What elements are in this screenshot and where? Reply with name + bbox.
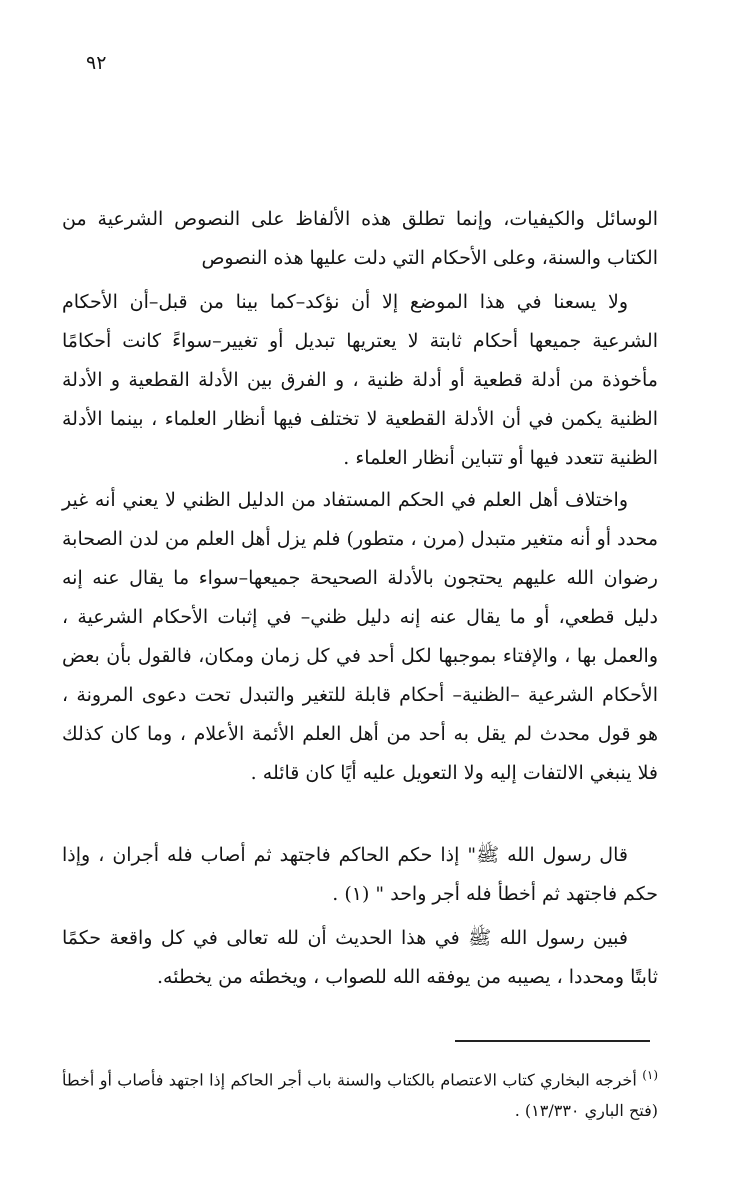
hadith-paragraph: قال رسول الله ﷺ" إذا حكم الحاكم فاجتهد ثم أصاب فله أجران ، وإذا حكم فاجتهد ثم أخطأ فله أجر واحد " (١) .: [62, 844, 658, 905]
paragraph-1: الوسائل والكيفيات، وإنما تطلق هذه الألفاظ على النصوص الشرعية من الكتاب والسنة، وعلى الأحكام التي دلت عليها هذه النصوص: [62, 208, 658, 269]
paragraph-5: فبين رسول الله ﷺ في هذا الحديث أن لله تعالى في كل واقعة حكمًا ثابتًا ومحددا ، يصيبه من يوفقه الله للصواب ، ويخطئه من يخطئه.: [62, 927, 658, 988]
footnote: [62, 1060, 658, 1126]
paragraph-1-container: [62, 200, 658, 278]
paragraph-2-container: [62, 283, 658, 478]
paragraph-3: واختلاف أهل العلم في الحكم المستفاد من الدليل الظني لا يعني أنه غير محدد أو أنه متغير متبدل (مرن ، متطور) فلم يزل أهل العلم من لدن الصحابة رضوان الله عليهم يحتجون بالأدلة الصحيحة جميعها–سواء ما يقال عنه إنه دليل قطعي، أو ما يقال عنه إنه دليل ظني– في إثبات الأحكام الشرعية ، والعمل بها ، والإفتاء بموجبها لكل أحد في كل زمان ومكان، فالقول بأن بعض الأحكام الشرعية –الظنية– أحكام قابلة للتغير والتبدل تحت دعوى المرونة ، هو قول محدث لم يقل به أحد من أهل العلم الأئمة الأعلام ، وما كان كذلك فلا ينبغي الالتفات إليه ولا التعويل عليه أيًا كان قائله .: [62, 489, 658, 784]
paragraph-5-container: [62, 919, 658, 997]
paragraph-2: ولا يسعنا في هذا الموضع إلا أن نؤكد–كما بينا من قبل–أن الأحكام الشرعية جميعها أحكام ثابتة لا يعتريها تبديل أو تغيير–سواءً كانت أحكامًا مأخوذة من أدلة قطعية أو أدلة ظنية ، و الفرق بين الأدلة القطعية و الأدلة الظنية يكمن في أن الأدلة القطعية لا تختلف فيها أنظار العلماء ، بينما الأدلة الظنية تتعدد فيها أو تتباين أنظار العلماء .: [62, 291, 658, 469]
paragraph-4-container: [62, 836, 658, 914]
page-number: ٩٢: [86, 52, 107, 74]
footnote-text: أخرجه البخاري كتاب الاعتصام بالكتاب والسنة باب أجر الحاكم إذا اجتهد فأصاب أو أخطأ (فتح الباري ١٣/٣٣٠) .: [62, 1070, 658, 1121]
paragraph-3-container: [62, 481, 658, 793]
footnote-marker: (١): [642, 1068, 659, 1082]
footnote-divider: [455, 1040, 650, 1042]
